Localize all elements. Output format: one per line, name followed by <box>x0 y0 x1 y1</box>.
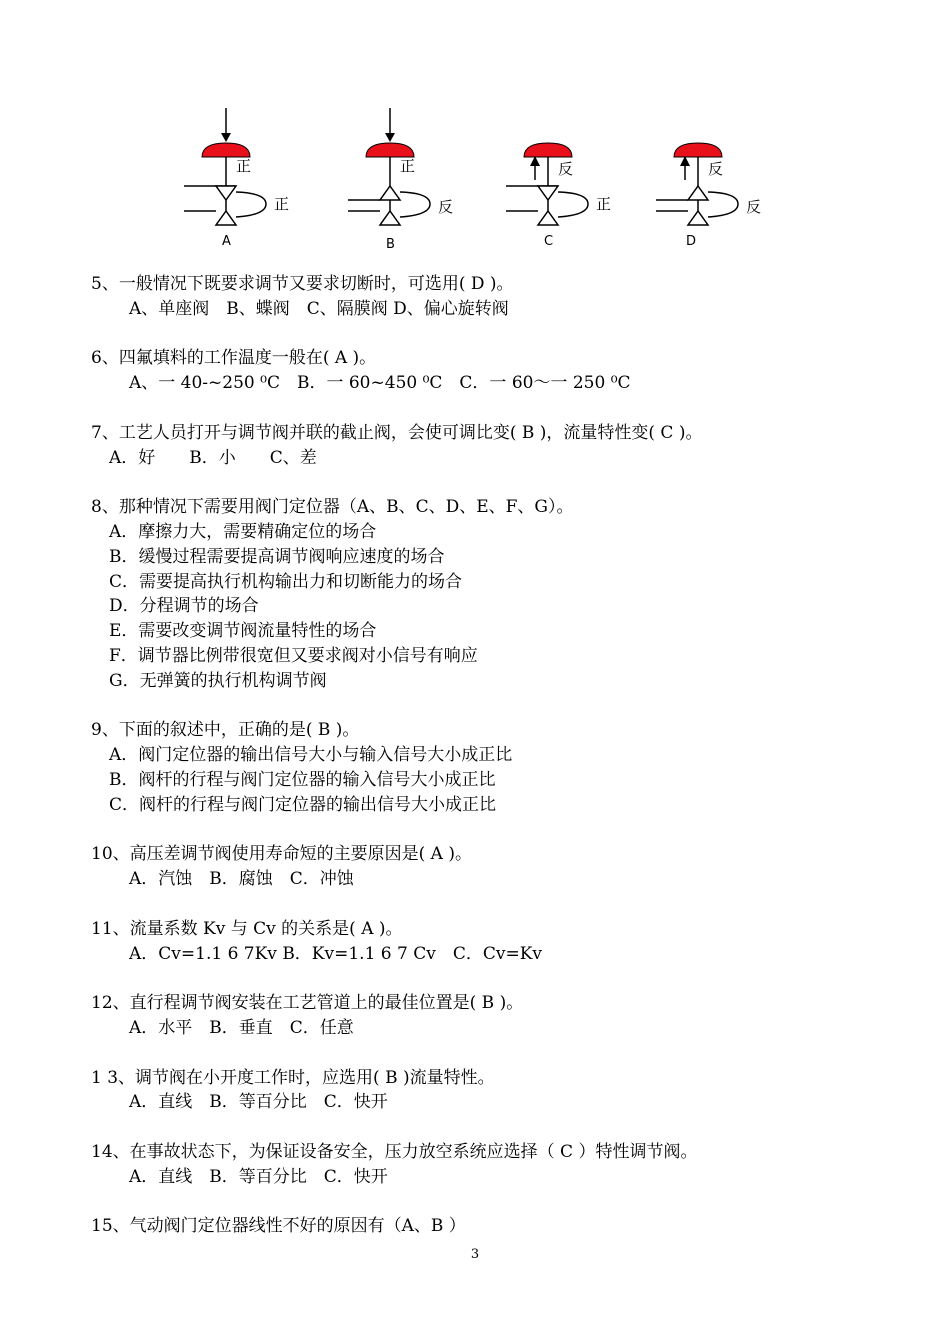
question-5-text: 5、一般情况下既要求调节又要求切断时，可选用( D )。 <box>91 274 514 294</box>
question-10 <box>91 842 911 892</box>
question-8-option-g: G．无弹簧的执行机构调节阀 <box>109 670 327 691</box>
question-14-text: 14、在事故状态下，为保证设备安全，压力放空系统应选择（ C ）特性调节阀。 <box>91 1141 698 1162</box>
valve-a-caption: A <box>222 234 231 249</box>
valve-action-diagram <box>170 100 790 260</box>
valve-b-caption: B <box>386 237 395 252</box>
question-14-options: A．直线 B．等百分比 C．快开 <box>129 1166 388 1187</box>
question-7 <box>91 421 911 471</box>
valve-b-actuator-label: 正 <box>400 157 416 175</box>
question-12-text: 12、直行程调节阀安装在工艺管道上的最佳位置是( B )。 <box>91 993 524 1014</box>
question-6-options: A、一 40-~250 ⁰C B．一 60~450 ⁰C C．一 60～一 250 ⁰C <box>129 373 631 394</box>
valve-b-body-label: 反 <box>438 198 454 216</box>
valve-a-actuator-label: 正 <box>236 157 252 175</box>
question-12-options: A．水平 B．垂直 C．任意 <box>129 1017 354 1038</box>
question-11 <box>91 917 911 967</box>
question-15 <box>91 1214 911 1239</box>
question-9 <box>91 718 911 817</box>
valve-a <box>198 100 318 260</box>
valve-d-actuator-label: 反 <box>708 160 724 178</box>
question-9-option-c: C．阀杆的行程与阀门定位器的输出信号大小成正比 <box>109 794 497 815</box>
question-8-option-a: A．摩擦力大，需要精确定位的场合 <box>109 521 377 542</box>
question-15-text: 15、气动阀门定位器线性不好的原因有（A、B ） <box>91 1216 466 1237</box>
question-11-text: 11、流量系数 Kv 与 Cv 的关系是( A )。 <box>91 918 403 939</box>
question-9-option-b: B．阀杆的行程与阀门定位器的输入信号大小成正比 <box>109 769 496 790</box>
valve-c-body-label: 正 <box>596 195 612 213</box>
question-12 <box>91 991 911 1041</box>
question-8-option-d: D．分程调节的场合 <box>109 596 259 617</box>
question-8-option-f: F．调节器比例带很宽但又要求阀对小信号有响应 <box>109 645 478 666</box>
question-8-option-e: E．需要改变调节阀流量特性的场合 <box>109 621 377 642</box>
question-14 <box>91 1140 911 1190</box>
question-6 <box>91 346 911 396</box>
question-9-text: 9、下面的叙述中，正确的是( B )。 <box>91 720 360 741</box>
question-7-text: 7、工艺人员打开与调节阀并联的截止阀，会使可调比变( B )，流量特性变( C )。 <box>91 422 703 443</box>
valve-c-actuator-label: 反 <box>558 160 574 178</box>
question-8-option-c: C．需要提高执行机构输出力和切断能力的场合 <box>109 571 463 592</box>
valve-a-body-label: 正 <box>274 195 290 213</box>
question-5 <box>91 272 911 322</box>
question-list <box>91 272 911 1239</box>
valve-c <box>520 100 640 260</box>
question-11-options: A．Cv=1.1 6 7Kv B．Kv=1.1 6 7 Cv C．Cv=Kv <box>129 943 543 964</box>
question-6-text: 6、四氟填料的工作温度一般在( A )。 <box>91 348 377 369</box>
valve-c-caption: C <box>544 234 554 249</box>
question-9-option-a: A．阀门定位器的输出信号大小与输入信号大小成正比 <box>109 745 513 766</box>
valve-a-drawing <box>198 100 318 260</box>
page-number: 3 <box>470 1247 480 1262</box>
valve-d-body-label: 反 <box>746 198 762 216</box>
question-10-options: A．汽蚀 B．腐蚀 C．冲蚀 <box>129 869 354 890</box>
valve-d <box>670 100 790 260</box>
valve-c-drawing <box>520 100 640 260</box>
question-8-option-b: B．缓慢过程需要提高调节阀响应速度的场合 <box>109 546 445 567</box>
question-13 <box>91 1066 911 1116</box>
question-8 <box>91 495 911 693</box>
question-13-options: A．直线 B．等百分比 C．快开 <box>129 1092 388 1113</box>
question-10-text: 10、高压差调节阀使用寿命短的主要原因是( A )。 <box>91 844 472 865</box>
valve-d-caption: D <box>686 234 697 249</box>
question-13-text: 1 3、调节阀在小开度工作时，应选用( B )流量特性。 <box>91 1067 495 1088</box>
question-5-options: A、单座阀 B、蝶阀 C、隔膜阀 D、偏心旋转阀 <box>129 298 509 319</box>
question-8-text: 8、那种情况下需要用阀门定位器（A、B、C、D、E、F、G）。 <box>91 497 574 518</box>
valve-b-drawing <box>362 100 482 260</box>
question-7-options: A．好 B．小 C、差 <box>109 447 317 468</box>
valve-b <box>362 100 482 260</box>
